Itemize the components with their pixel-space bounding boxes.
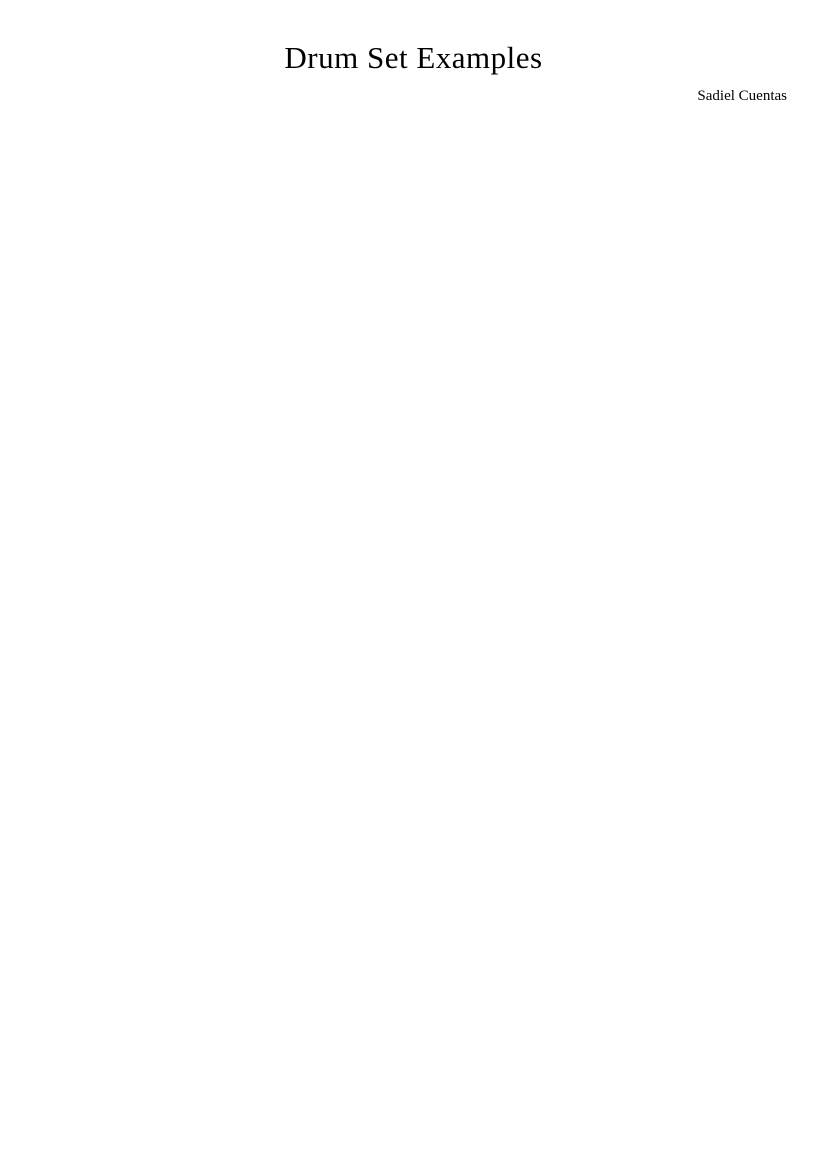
- score-title: Drum Set Examples: [284, 40, 543, 75]
- composer-name: Sadiel Cuentas: [697, 88, 787, 104]
